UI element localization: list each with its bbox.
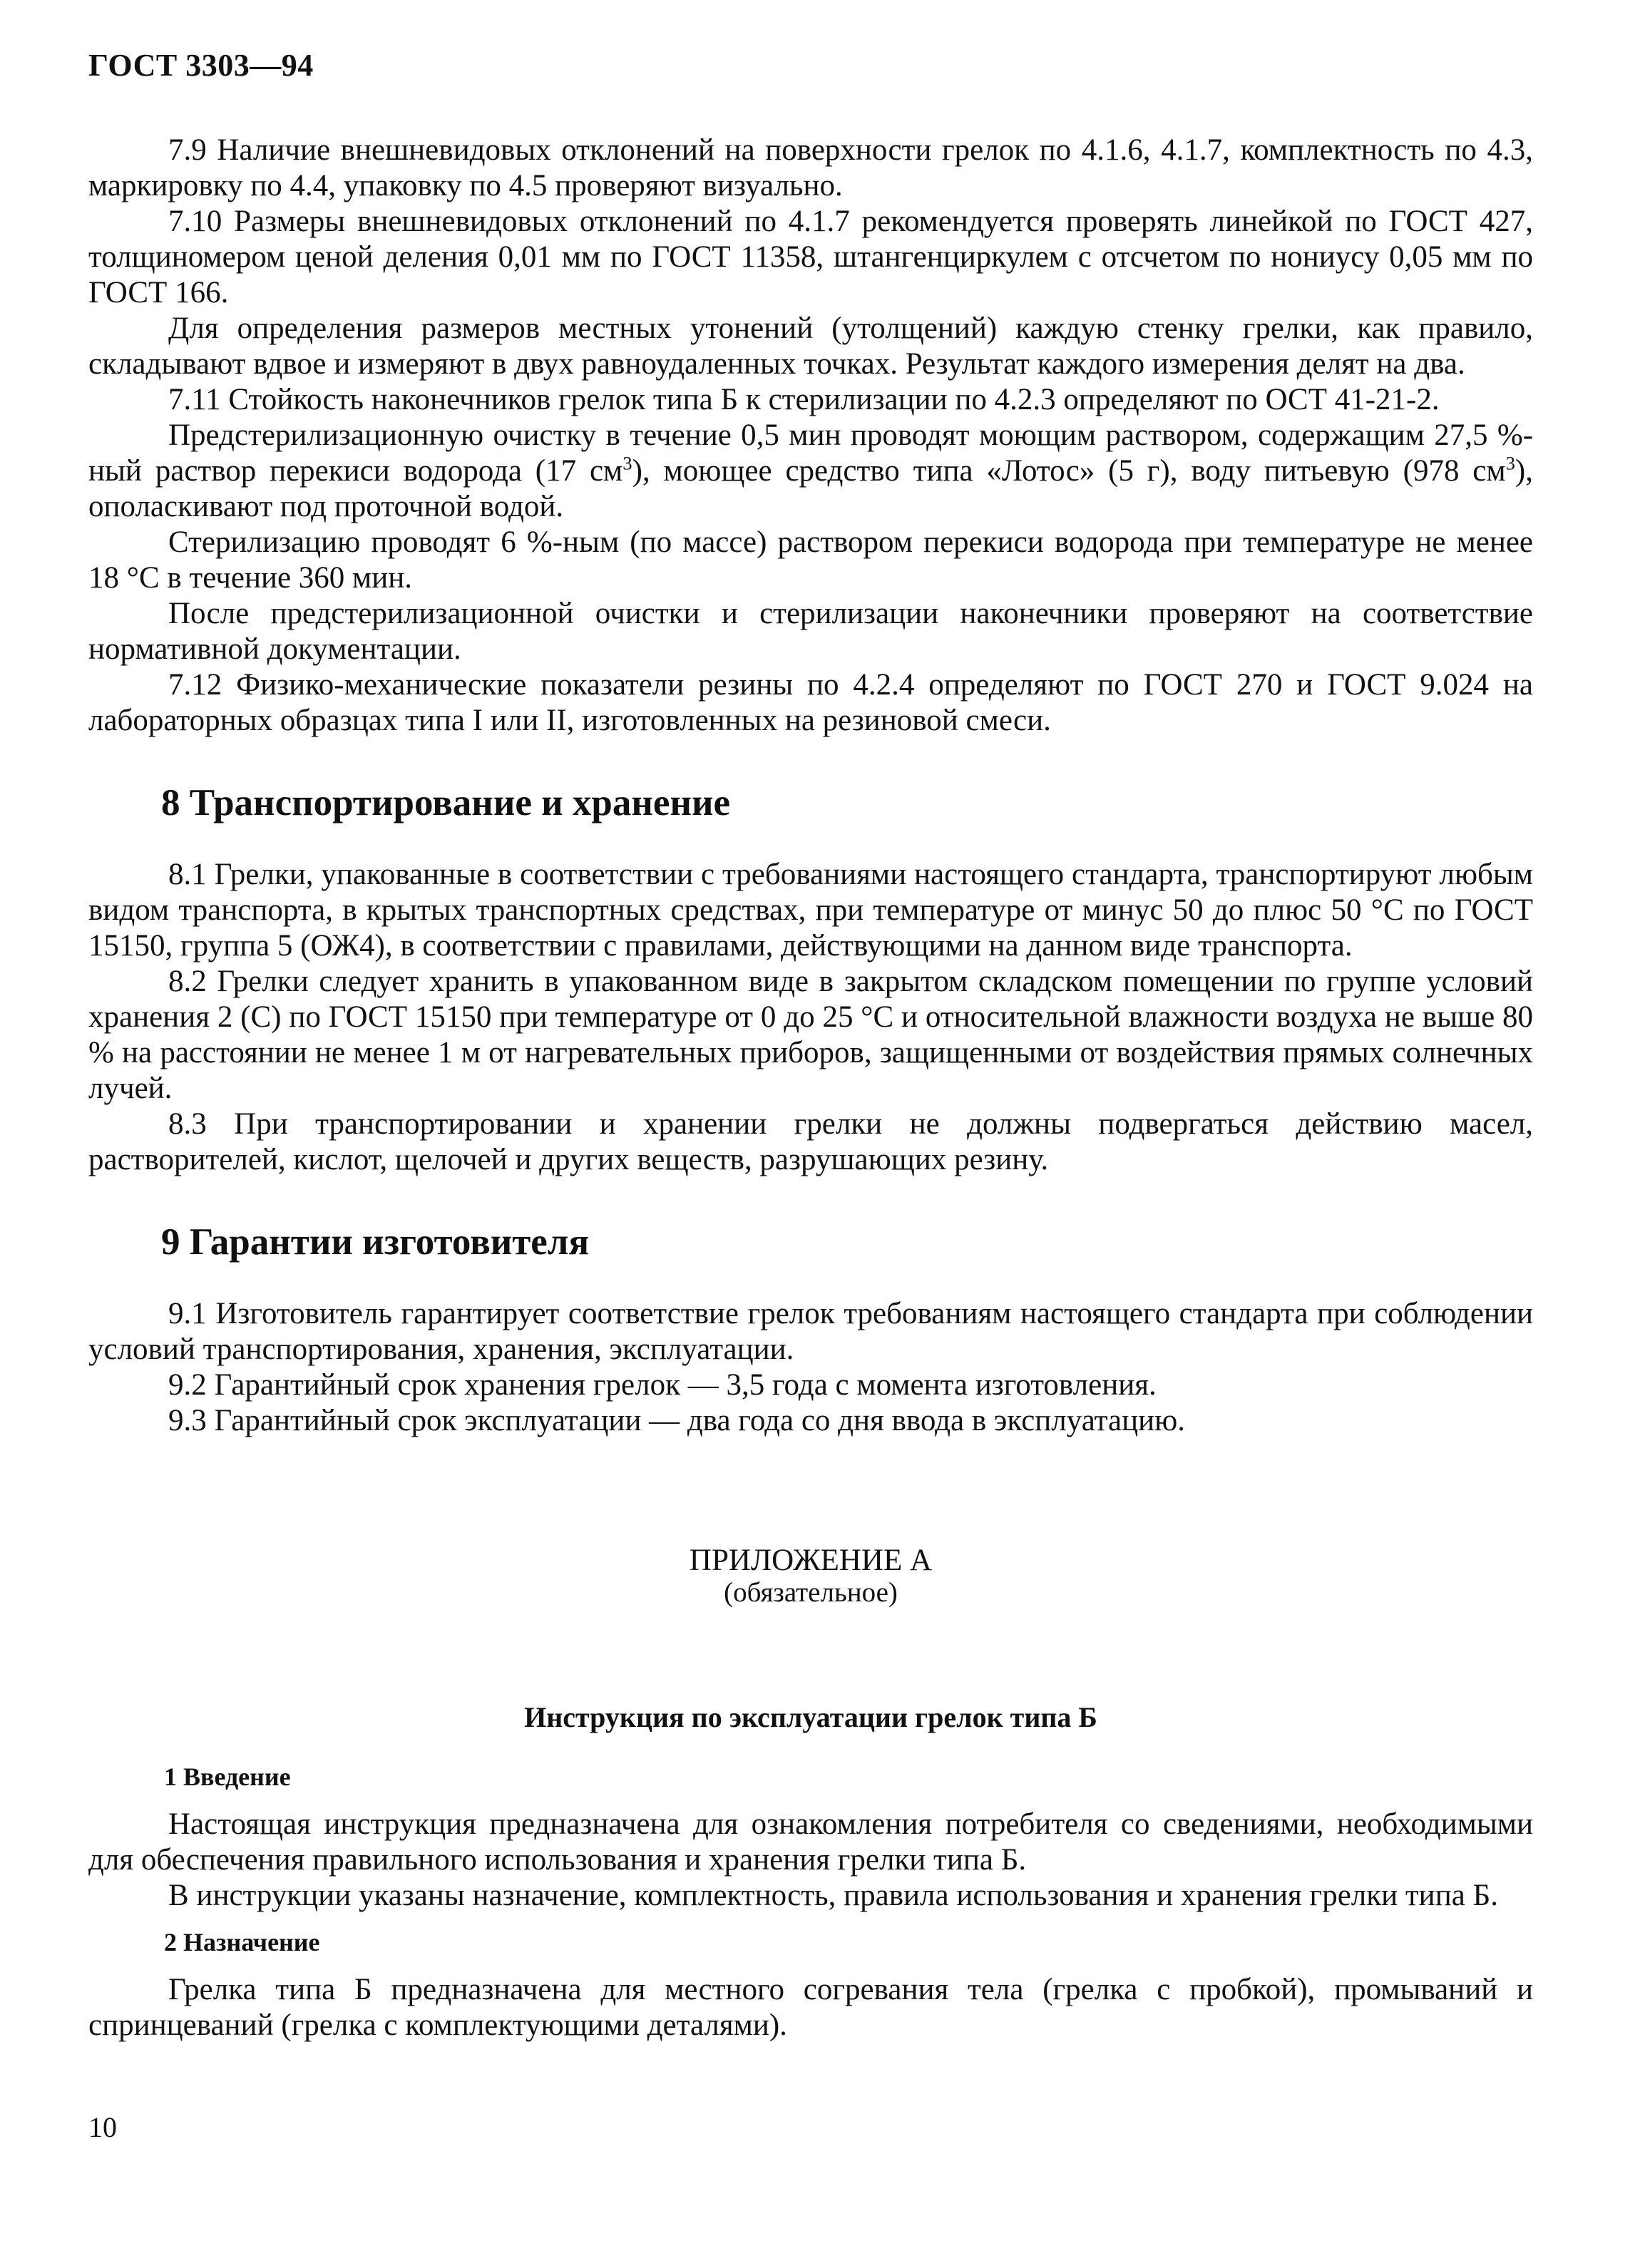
subsection-heading: 2 Назначение [164,1928,320,1956]
text-run: ), моющее средство типа «Лотос» (5 г), воду питьевую (978 см [632,454,1506,488]
section-heading: 8 Транспортирование и хранение [161,782,731,823]
paragraph-with-superscripts [88,418,1533,525]
superscript: 3 [622,452,632,474]
subsection-heading: 1 Введение [164,1762,291,1791]
paragraph: 8.1 Грелки, упакованные в соответствии с требованиями настоящего стандарта, транспортируют любым видом транспорта, в крытых транспортных средствах, при температуре от минус 50 до плюс 50 °С по ГОСТ 15150, группа 5 (ОЖ4), в соответствии с правилами, действующими на данном виде транспорта. [88,858,1533,963]
appendix-title: ПРИЛОЖЕНИЕ А [689,1544,933,1577]
paragraph: 8.2 Грелки следует хранить в упакованном виде в закрытом складском помещении по группе условий хранения 2 (С) по ГОСТ 15150 при температуре от 0 до 25 °С и относительной влажности воздуха не выше 80 % на расстоянии не менее 1 м от нагревательных приборов, защищенными от воздействия прямых солнечных лучей. [88,965,1533,1105]
text-run: Предстерилизационную очистку в течение 0,5 мин проводят моющим раствором, содержащим 27,5 %-ный раствор перекиси водорода (17 см [88,419,1533,488]
paragraph: 9.3 Гарантийный срок эксплуатации — два года со дня ввода в эксплуатацию. [168,1404,1185,1437]
paragraph: 8.3 При транспортировании и хранении грелки не должны подвергаться действию масел, растворителей, кислот, щелочей и других веществ, разрушающих резину. [88,1107,1533,1176]
paragraph: 9.2 Гарантийный срок хранения грелок — 3,5 года с момента изготовления. [168,1368,1157,1402]
paragraph: 7.12 Физико-механические показатели резины по 4.2.4 определяют по ГОСТ 270 и ГОСТ 9.024 на лабораторных образцах типа I или II, изготовленных на резиновой смеси. [88,668,1533,737]
paragraph: В инструкции указаны назначение, комплектность, правила использования и хранения грелки типа Б. [168,1879,1498,1912]
paragraph: 7.10 Размеры внешневидовых отклонений по 4.1.7 рекомендуется проверять линейкой по ГОСТ 427, толщиномером ценой деления 0,01 мм по ГОСТ 11358, штангенциркулем с отсчетом по нониусу 0,05 мм по ГОСТ 166. [88,205,1533,309]
paragraph: 9.1 Изготовитель гарантирует соответствие грелок требованиям настоящего стандарта при соблюдении условий транспортирования, хранения, эксплуатации. [88,1297,1533,1366]
document-header: ГОСТ 3303—94 [88,48,314,83]
paragraph: Настоящая инструкция предназначена для ознакомления потребителя со сведениями, необходимыми для обеспечения правильного использования и хранения грелки типа Б. [88,1807,1533,1877]
section-heading: 9 Гарантии изготовителя [161,1221,590,1263]
paragraph: 7.11 Стойкость наконечников грелок типа Б к стерилизации по 4.2.3 определяют по ОСТ 41-21-2. [168,383,1440,416]
paragraph: Стерилизацию проводят 6 %-ным (по массе) раствором перекиси водорода при температуре не менее 18 °С в течение 360 мин. [88,525,1533,595]
appendix-heading: Инструкция по эксплуатации грелок типа Б [524,1701,1097,1733]
text-run: ), ополаскивают под проточной водой. [88,454,1533,523]
paragraph: После предстерилизационной очистки и стерилизации наконечники проверяют на соответствие нормативной документации. [88,597,1533,666]
page-content [88,133,1533,2043]
paragraph: Для определения размеров местных утонений (утолщений) каждую стенку грелки, как правило, складывают вдвое и измеряют в двух равноудаленных точках. Результат каждого измерения делят на два. [88,312,1533,381]
superscript: 3 [1505,452,1515,474]
paragraph: Грелка типа Б предназначена для местного согревания тела (грелка с пробкой), промываний и спринцеваний (грелка с комплектующими деталями). [88,1973,1533,2042]
page-number: 10 [88,2111,117,2143]
paragraph: 7.9 Наличие внешневидовых отклонений на поверхности грелок по 4.1.6, 4.1.7, комплектность по 4.3, маркировку по 4.4, упаковку по 4.5 проверяют визуально. [88,133,1533,202]
appendix-note: (обязательное) [724,1577,898,1608]
